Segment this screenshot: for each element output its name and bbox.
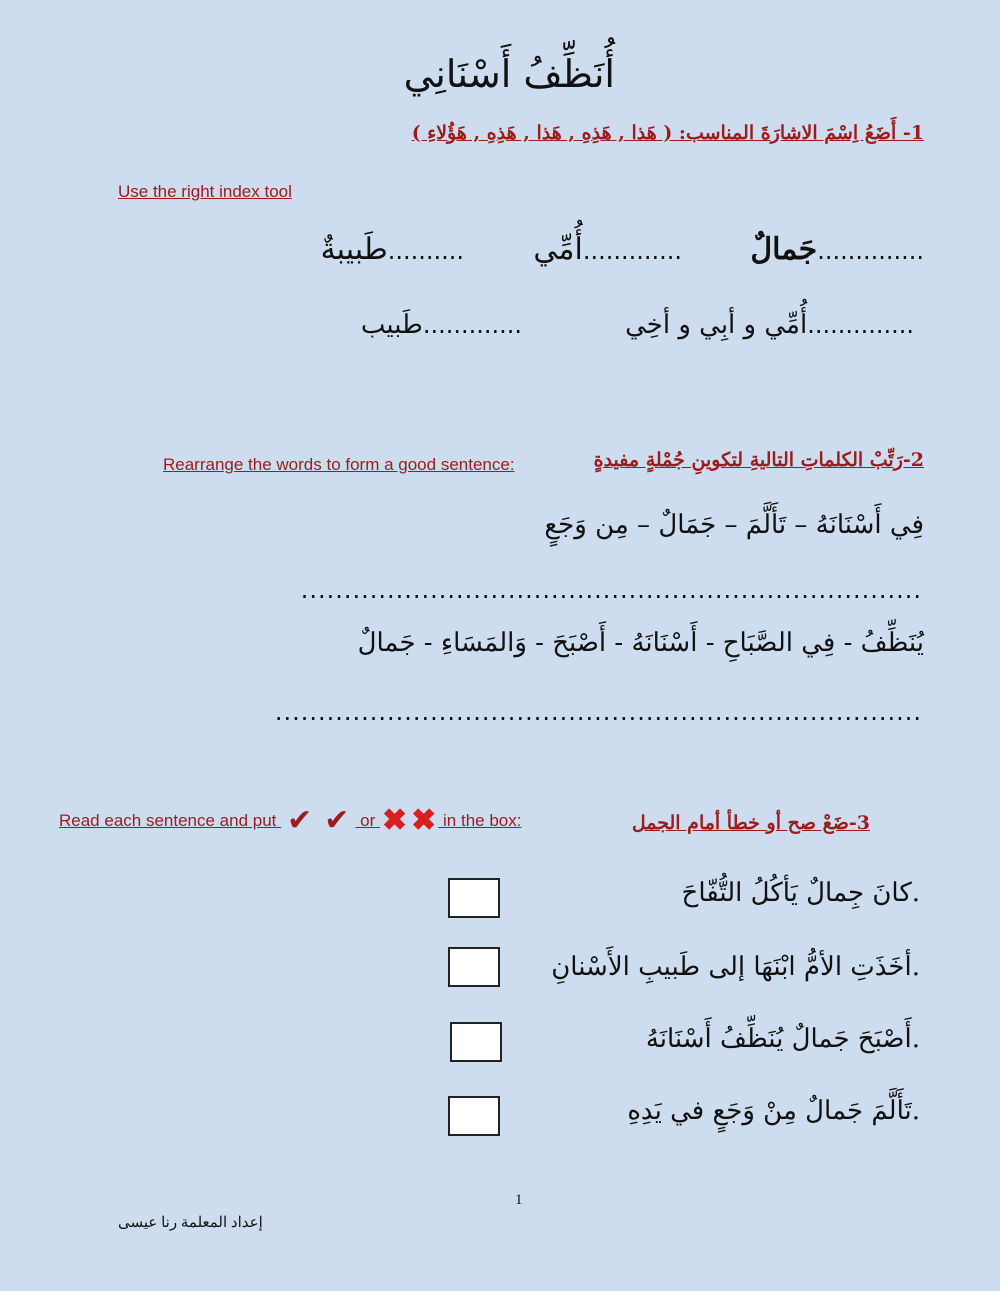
blank-field[interactable]: .......... bbox=[387, 237, 464, 265]
q1-row1-item2 bbox=[533, 232, 682, 267]
answer-checkbox-1[interactable] bbox=[448, 878, 500, 918]
q3-instruction-en bbox=[59, 806, 521, 836]
q2-instruction-en: Rearrange the words to form a good sentence: bbox=[163, 455, 515, 474]
blank-field[interactable]: .............. bbox=[817, 237, 924, 265]
word: أُمِّي و أبِي و أخِي bbox=[625, 310, 808, 340]
q3-sentence-2: .أخَذَتِ الأمُّ ابْنَهَا إلى طَبيبِ الأَسْنانِ bbox=[551, 952, 920, 982]
q3-sentence-4: .تَأَلَّمَ جَمالٌ مِنْ وَجَعٍ في يَدِهِ bbox=[627, 1096, 920, 1126]
q1-row2-item2 bbox=[361, 310, 522, 340]
word: طَبيبةٌ bbox=[320, 232, 388, 267]
instruction-text: in the box: bbox=[443, 811, 522, 830]
q1-instruction-en: Use the right index tool bbox=[118, 182, 292, 201]
q3-sentence-1: .كانَ جِمالٌ يَأكُلُ التُّفّاحَ bbox=[681, 878, 920, 908]
q2-answer-line-1[interactable]: ........................................................................ bbox=[300, 576, 922, 604]
blank-field[interactable]: ............. bbox=[422, 311, 522, 339]
cross-icon: ✖ bbox=[382, 804, 408, 837]
cross-icon: ✖ bbox=[411, 804, 437, 837]
q2-sentence-2: يُنَظِّفُ - فِي الصَّبَاحِ - أَسْنَانَهُ - أَصْبَحَ - وَالمَسَاءِ - جَمالٌ bbox=[357, 628, 924, 658]
answer-checkbox-3[interactable] bbox=[450, 1022, 502, 1062]
q2-heading: 2-رَتِّبْ الكلماتِ التاليةِ لتكوينِ جُمْلةٍ مفيدةٍ bbox=[593, 449, 924, 471]
answer-checkbox-2[interactable] bbox=[448, 947, 500, 987]
author-credit: إعداد المعلمة رنا عيسى bbox=[118, 1215, 263, 1231]
q1-row1-item3 bbox=[321, 232, 464, 267]
q3-sentence-3: .أَصْبَحَ جَمالٌ يُنَظِّفُ أَسْنَانَهُ bbox=[645, 1024, 920, 1054]
instruction-text: Read each sentence and put bbox=[59, 811, 277, 830]
q3-heading: 3-ضَعْ صح أو خطأ أمام الجمل bbox=[631, 812, 870, 834]
word: جَمالٌ bbox=[750, 232, 818, 267]
page-number: 1 bbox=[515, 1192, 523, 1208]
q1-row2-item1 bbox=[625, 310, 914, 340]
blank-field[interactable]: ............. bbox=[582, 237, 682, 265]
answer-checkbox-4[interactable] bbox=[448, 1096, 500, 1136]
q1-row1-item1 bbox=[750, 232, 924, 267]
word: أُمِّي bbox=[533, 232, 583, 267]
check-icon: ✔ bbox=[287, 804, 313, 837]
instruction-or: or bbox=[360, 811, 376, 830]
check-icon: ✔ bbox=[324, 804, 350, 837]
q2-sentence-1: فِي أَسْنَانَهُ – تَأَلَّمَ – جَمَالٌ – مِن وَجَعٍ bbox=[544, 510, 924, 540]
blank-field[interactable]: .............. bbox=[807, 311, 914, 339]
q2-answer-line-2[interactable]: ........................................................................... bbox=[274, 698, 922, 726]
page-title: أُنَظِّفُ أَسْنَانِي bbox=[403, 52, 615, 96]
word: طَبيب bbox=[360, 310, 423, 340]
q1-heading: 1- أَضَعُ اِسْمَ الاشارَةَ المناسب: ( هَذا , هَذِهِ , هَذا , هَذِهِ , هَؤُلاءِ ) bbox=[411, 122, 924, 144]
